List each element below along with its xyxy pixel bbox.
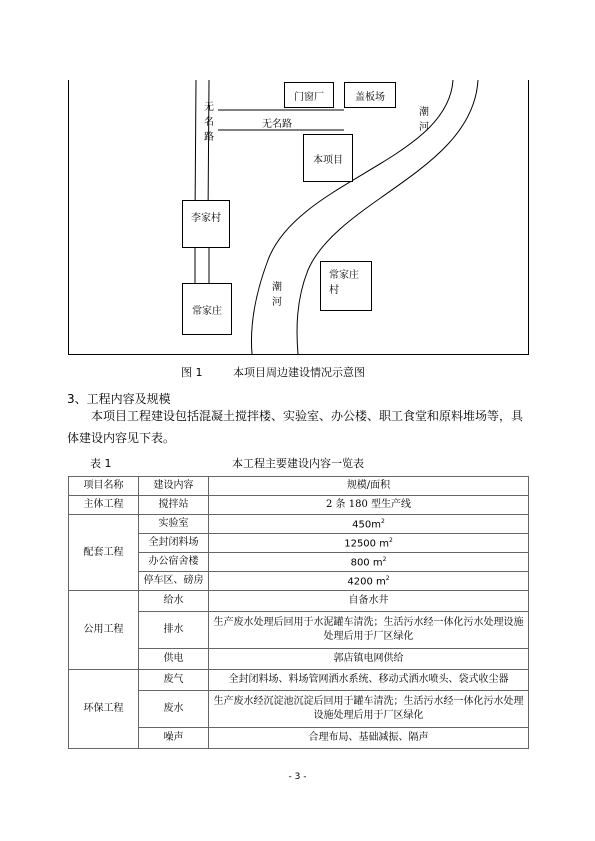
factory-box-mencuang bbox=[284, 82, 334, 108]
scale-unit-sup: 2 bbox=[388, 537, 393, 545]
construction-content-table bbox=[68, 476, 529, 749]
scale-cell: 2 条 180 型生产线 bbox=[209, 496, 529, 515]
scale-cell bbox=[209, 553, 529, 572]
table-header: 规模/面积 bbox=[209, 477, 529, 496]
scale-cell: 郭店镇电网供给 bbox=[209, 649, 529, 670]
scale-unit-sup: 2 bbox=[381, 518, 385, 526]
scale-unit-sup: 2 bbox=[385, 575, 390, 583]
road-label-vertical: 无 名 路 bbox=[204, 102, 214, 143]
table-row bbox=[69, 496, 529, 515]
item-cell: 停车区、磅房 bbox=[139, 572, 209, 591]
village-box-changjiazhuang bbox=[320, 261, 372, 311]
scale-value: 12500 m bbox=[344, 538, 389, 550]
section-heading: 3、工程内容及规模 bbox=[67, 392, 171, 406]
item-cell: 供电 bbox=[139, 649, 209, 670]
road-label-horizontal: 无名路 bbox=[262, 119, 292, 130]
table-header: 项目名称 bbox=[69, 477, 139, 496]
table-header-row bbox=[69, 477, 529, 496]
village-label-changjia: 常家庄 bbox=[192, 305, 222, 317]
scale-value: 450m bbox=[352, 519, 381, 531]
table-row bbox=[69, 591, 529, 612]
section-paragraph: 本项目工程建设包括混凝土搅拌楼、实验室、办公楼、职工食堂和原料堆场等，具体建设内容见下表。 bbox=[67, 409, 524, 445]
item-cell: 排水 bbox=[139, 612, 209, 649]
village-box-lijia bbox=[182, 200, 230, 248]
river-label-lower: 潮 河 bbox=[272, 282, 282, 308]
factory-label-mencuang: 门窗厂 bbox=[294, 91, 324, 103]
item-cell: 噪声 bbox=[139, 728, 209, 749]
table-row bbox=[69, 515, 529, 534]
scale-value: 800 m bbox=[350, 557, 383, 569]
item-cell: 办公宿舍楼 bbox=[139, 553, 209, 572]
river-label-upper: 潮 河 bbox=[419, 107, 429, 133]
site-diagram-lines bbox=[68, 80, 528, 355]
page-number: - 3 - bbox=[288, 772, 307, 782]
scale-cell: 生产废水处理后回用于水泥罐车清洗；生活污水经一体化污水处理设施处理后用于厂区绿化 bbox=[209, 612, 529, 649]
item-cell: 实验室 bbox=[139, 515, 209, 534]
category-cell: 配套工程 bbox=[69, 515, 139, 591]
table-header: 建设内容 bbox=[139, 477, 209, 496]
figure-title: 本项目周边建设情况示意图 bbox=[233, 366, 365, 379]
village-label-changjiazhuang: 常家庄 村 bbox=[329, 270, 359, 296]
table-title: 本工程主要建设内容一览表 bbox=[232, 457, 364, 470]
village-box-changjia bbox=[182, 283, 232, 335]
village-label-lijia: 李家村 bbox=[191, 213, 221, 224]
factory-label-gaiban: 盖板场 bbox=[355, 91, 385, 103]
category-cell: 主体工程 bbox=[69, 496, 139, 515]
item-cell: 全封闭料场 bbox=[139, 534, 209, 553]
item-cell: 废水 bbox=[139, 691, 209, 728]
project-box bbox=[303, 134, 353, 182]
figure-number: 图 1 bbox=[181, 366, 203, 379]
category-cell: 环保工程 bbox=[69, 670, 139, 749]
factory-box-gaiban bbox=[344, 82, 396, 108]
scale-cell: 合理布局、基础减振、隔声 bbox=[209, 728, 529, 749]
item-cell: 搅拌站 bbox=[139, 496, 209, 515]
scale-cell: 自备水井 bbox=[209, 591, 529, 612]
project-label: 本项目 bbox=[313, 154, 343, 166]
table-row bbox=[69, 670, 529, 691]
scale-value: 4200 m bbox=[347, 576, 386, 588]
item-cell: 给水 bbox=[139, 591, 209, 612]
category-cell: 公用工程 bbox=[69, 591, 139, 670]
item-cell: 废气 bbox=[139, 670, 209, 691]
table-number: 表 1 bbox=[90, 457, 112, 470]
scale-cell: 生产废水经沉淀池沉淀后回用于罐车清洗；生活污水经一体化污水处理设施处理后用于厂区绿化 bbox=[209, 691, 529, 728]
scale-cell bbox=[209, 534, 529, 553]
scale-cell bbox=[209, 515, 529, 534]
scale-cell: 全封闭料场、料场管网洒水系统、移动式洒水喷头、袋式收尘器 bbox=[209, 670, 529, 691]
scale-unit-sup: 2 bbox=[382, 556, 387, 564]
scale-cell bbox=[209, 572, 529, 591]
